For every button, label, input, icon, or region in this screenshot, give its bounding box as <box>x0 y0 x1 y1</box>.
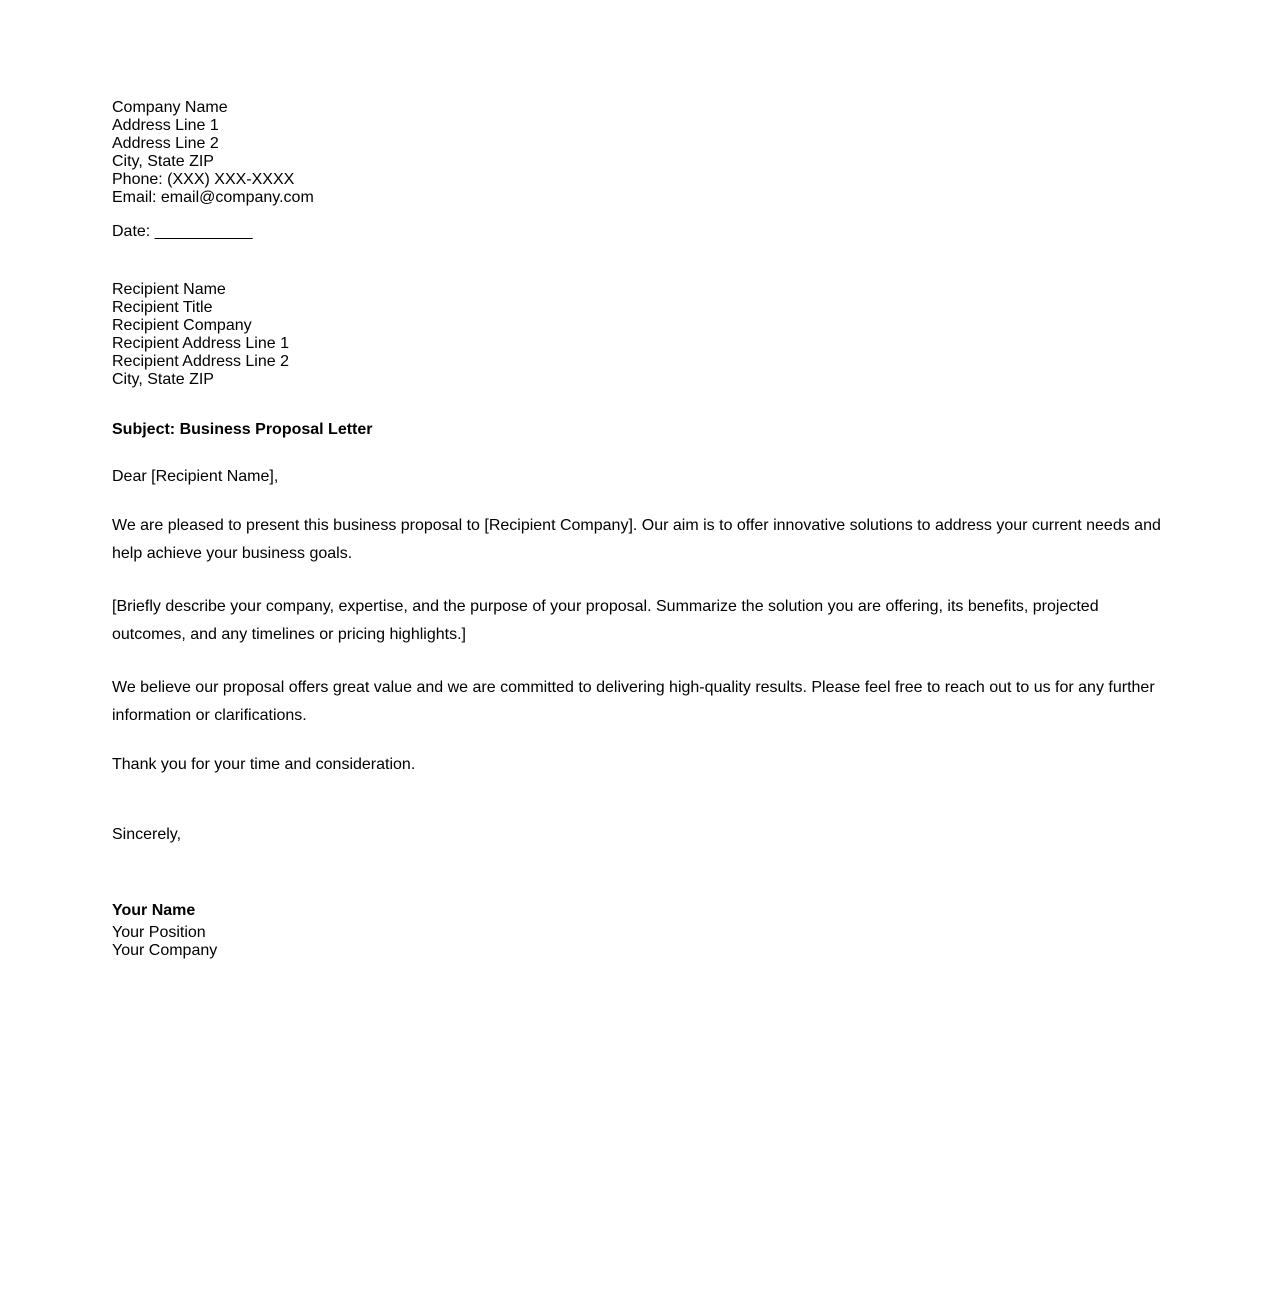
signature-name: Your Name <box>112 902 196 919</box>
body-paragraph: [Briefly describe your company, expertise, and the purpose of your proposal. Summarize the solution you are offering, its benefits, projected outcomes, and any timelines or pricing highlights.] <box>112 598 1099 643</box>
date-line: Date: ___________ <box>112 223 253 240</box>
thanks-line: Thank you for your time and consideration. <box>112 756 416 773</box>
sender-address-line-1: Address Line 1 <box>112 117 219 134</box>
sender-phone: Phone: (XXX) XXX-XXXX <box>112 171 295 188</box>
body-paragraph: We believe our proposal offers great value and we are committed to delivering high-quality results. Please feel free to reach out to us for any further information or clarifications. <box>112 679 1155 724</box>
signature-position: Your Position <box>112 924 206 941</box>
sender-address-line-2: Address Line 2 <box>112 135 219 152</box>
closing: Sincerely, <box>112 826 182 843</box>
recipient-city-state-zip: City, State ZIP <box>112 371 214 388</box>
body-paragraph: We are pleased to present this business proposal to [Recipient Company]. Our aim is to offer innovative solutions to address your current needs and help achieve your business goals. <box>112 517 1161 562</box>
recipient-address-line-2: Recipient Address Line 2 <box>112 353 289 370</box>
signature-block <box>112 924 1172 960</box>
sender-company-name: Company Name <box>112 99 228 116</box>
recipient-title: Recipient Title <box>112 299 213 316</box>
salutation: Dear [Recipient Name], <box>112 468 279 485</box>
subject-line: Subject: Business Proposal Letter <box>112 421 373 438</box>
letter-page <box>112 99 1172 960</box>
signature-company: Your Company <box>112 942 218 959</box>
recipient-address-line-1: Recipient Address Line 1 <box>112 335 289 352</box>
recipient-company: Recipient Company <box>112 317 252 334</box>
recipient-name: Recipient Name <box>112 281 226 298</box>
recipient-address-block <box>112 281 1172 389</box>
sender-city-state-zip: City, State ZIP <box>112 153 214 170</box>
sender-email: Email: email@company.com <box>112 189 314 206</box>
sender-address-block <box>112 99 1172 207</box>
